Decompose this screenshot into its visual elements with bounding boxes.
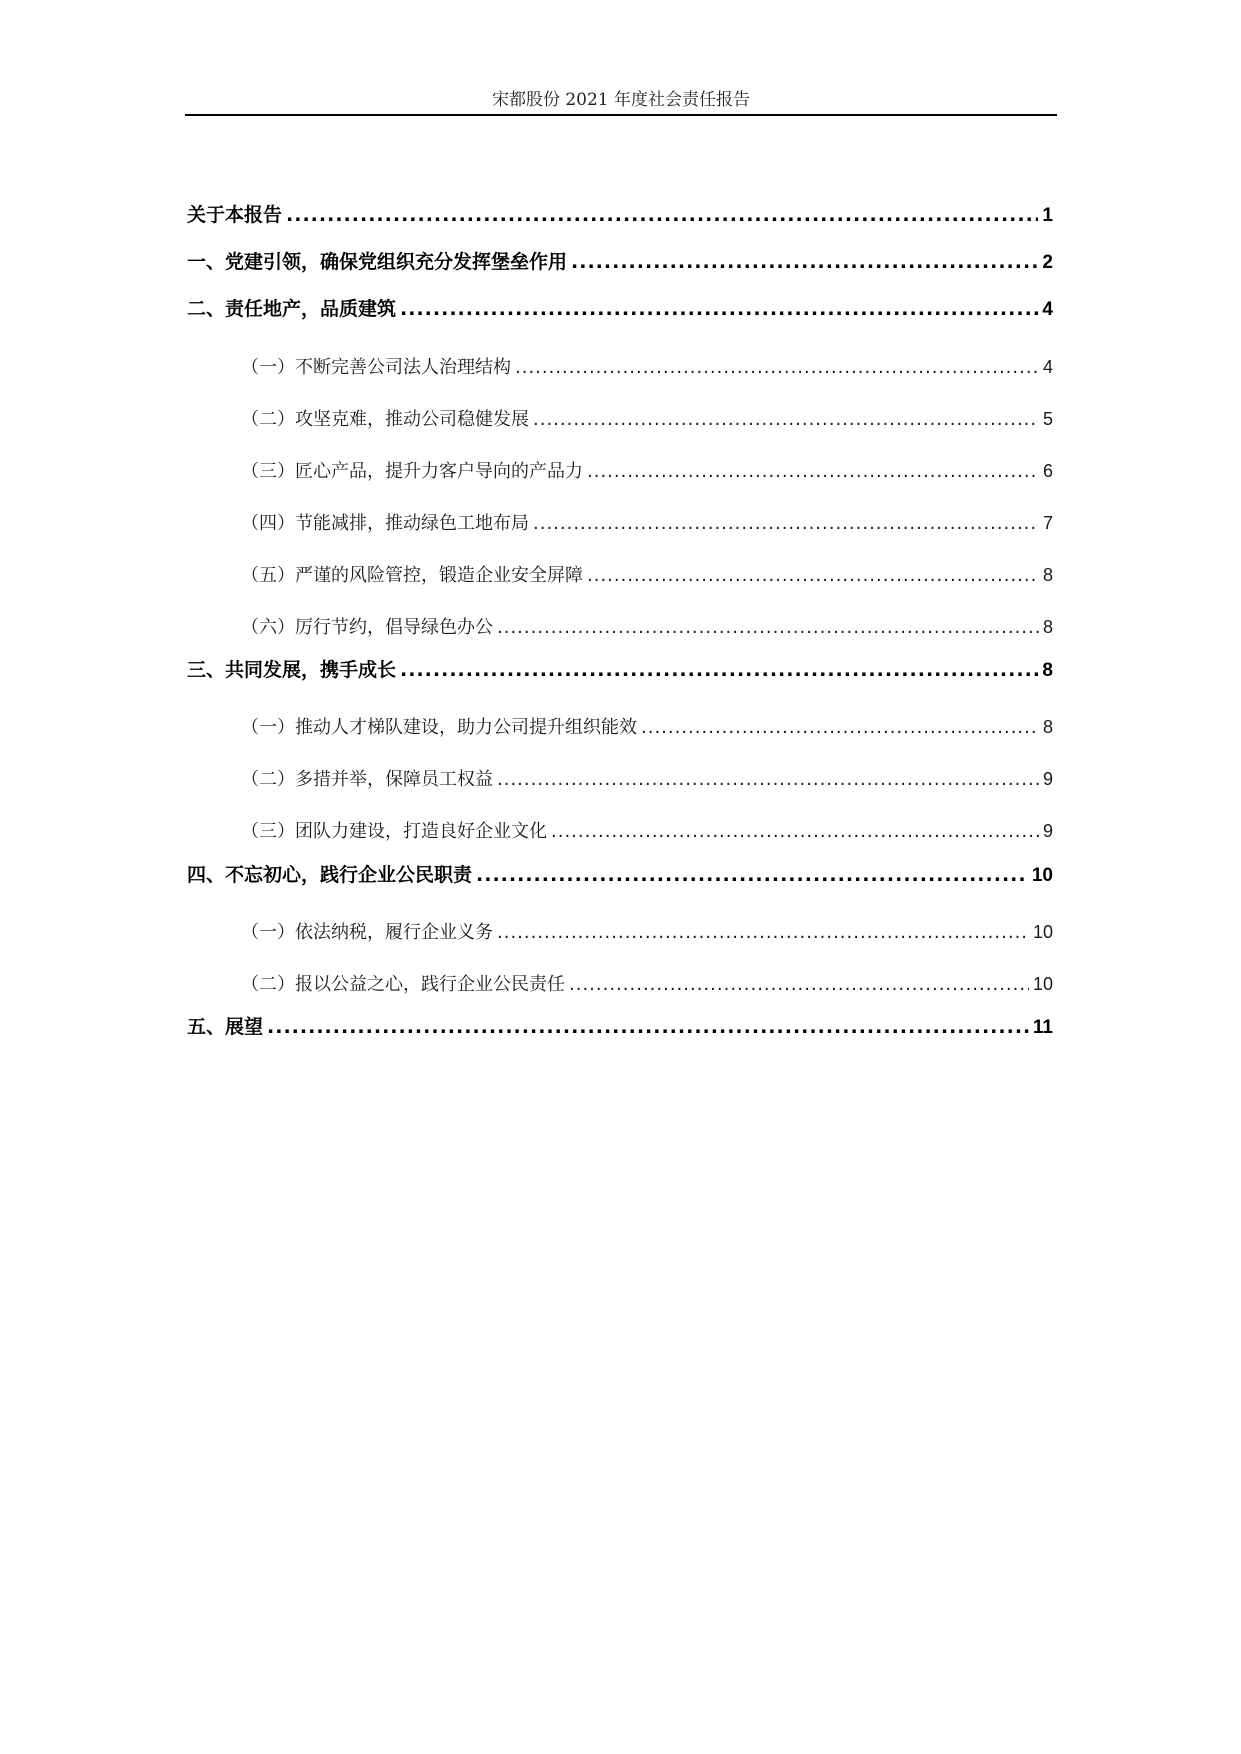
toc-entry-page: 8 <box>1042 565 1053 585</box>
toc-entry-page: 10 <box>1032 922 1053 942</box>
toc-entry-page: 11 <box>1032 1017 1053 1038</box>
toc-entry-title: 关于本报告 <box>187 204 283 226</box>
toc-entry-page: 1 <box>1042 205 1053 226</box>
toc-entry-title: （二）报以公益之心，践行企业公民责任 <box>241 974 565 995</box>
toc-entry[interactable] <box>187 200 1053 230</box>
toc-dot-leader <box>551 817 1039 847</box>
toc-entry[interactable] <box>241 917 1053 947</box>
toc-dot-leader <box>267 1012 1029 1042</box>
toc-entry-title: 四、不忘初心，践行企业公民职责 <box>187 864 473 886</box>
toc-entry-page: 8 <box>1042 717 1053 737</box>
toc-entry[interactable] <box>241 712 1053 742</box>
toc-entry[interactable] <box>241 352 1053 382</box>
toc-entry-title: 一、党建引领，确保党组织充分发挥堡垒作用 <box>187 251 568 273</box>
toc-entry-page: 6 <box>1042 461 1053 481</box>
toc-entry-title: （一）不断完善公司法人治理结构 <box>241 357 511 378</box>
toc-entry-page: 2 <box>1042 252 1053 273</box>
toc-entry-title: （三）匠心产品，提升力客户导向的产品力 <box>241 461 583 482</box>
toc-entry-title: （二）攻坚克难，推动公司稳健发展 <box>241 409 529 430</box>
toc-dot-leader <box>400 655 1038 685</box>
toc-entry[interactable] <box>187 1012 1053 1042</box>
toc-entry[interactable] <box>187 655 1053 685</box>
toc-entry-title: 五、展望 <box>187 1016 264 1038</box>
toc-dot-leader <box>497 765 1039 795</box>
page-header-title: 宋都股份 2021 年度社会责任报告 <box>491 90 751 110</box>
toc-entry-title: （一）依法纳税，履行企业义务 <box>241 922 493 943</box>
toc-dot-leader <box>569 970 1029 1000</box>
toc-entry-page: 4 <box>1042 299 1053 320</box>
toc-dot-leader <box>571 247 1038 277</box>
toc-dot-leader <box>641 713 1039 743</box>
toc-entry-page: 10 <box>1032 974 1053 994</box>
header-divider <box>185 114 1057 116</box>
toc-entry-page: 9 <box>1042 769 1053 789</box>
toc-entry-title: （二）多措并举，保障员工权益 <box>241 769 493 790</box>
toc-entry-page: 7 <box>1042 513 1053 533</box>
toc-dot-leader <box>515 353 1039 383</box>
toc-dot-leader <box>286 200 1038 230</box>
toc-dot-leader <box>533 509 1039 539</box>
toc-entry[interactable] <box>241 764 1053 794</box>
toc-entry-title: 三、共同发展，携手成长 <box>187 659 397 681</box>
toc-entry[interactable] <box>241 969 1053 999</box>
toc-entry[interactable] <box>241 404 1053 434</box>
toc-entry[interactable] <box>241 816 1053 846</box>
toc-entry-title: 二、责任地产，品质建筑 <box>187 298 397 320</box>
toc-dot-leader <box>587 457 1039 487</box>
toc-entry[interactable] <box>241 508 1053 538</box>
toc-entry[interactable] <box>187 860 1053 890</box>
toc-entry[interactable] <box>187 247 1053 277</box>
toc-entry-page: 8 <box>1042 660 1053 681</box>
toc-entry-page: 8 <box>1042 617 1053 637</box>
toc-dot-leader <box>497 918 1029 948</box>
toc-dot-leader <box>400 294 1038 324</box>
toc-entry-title: （一）推动人才梯队建设，助力公司提升组织能效 <box>241 717 637 738</box>
toc-entry-page: 5 <box>1042 409 1053 429</box>
toc-entry-title: （三）团队力建设，打造良好企业文化 <box>241 821 547 842</box>
toc-entry-page: 4 <box>1042 357 1053 377</box>
toc-entry[interactable] <box>241 560 1053 590</box>
toc-entry-page: 9 <box>1042 821 1053 841</box>
toc-dot-leader <box>533 405 1039 435</box>
toc-dot-leader <box>587 561 1039 591</box>
toc-entry-title: （六）厉行节约，倡导绿色办公 <box>241 617 493 638</box>
toc-dot-leader <box>497 613 1039 643</box>
toc-entry-title: （五）严谨的风险管控，锻造企业安全屏障 <box>241 565 583 586</box>
toc-dot-leader <box>476 860 1028 890</box>
toc-entry[interactable] <box>241 456 1053 486</box>
toc-entry[interactable] <box>187 294 1053 324</box>
toc-entry[interactable] <box>241 612 1053 642</box>
toc-entry-page: 10 <box>1031 865 1053 886</box>
toc-entry-title: （四）节能减排，推动绿色工地布局 <box>241 513 529 534</box>
